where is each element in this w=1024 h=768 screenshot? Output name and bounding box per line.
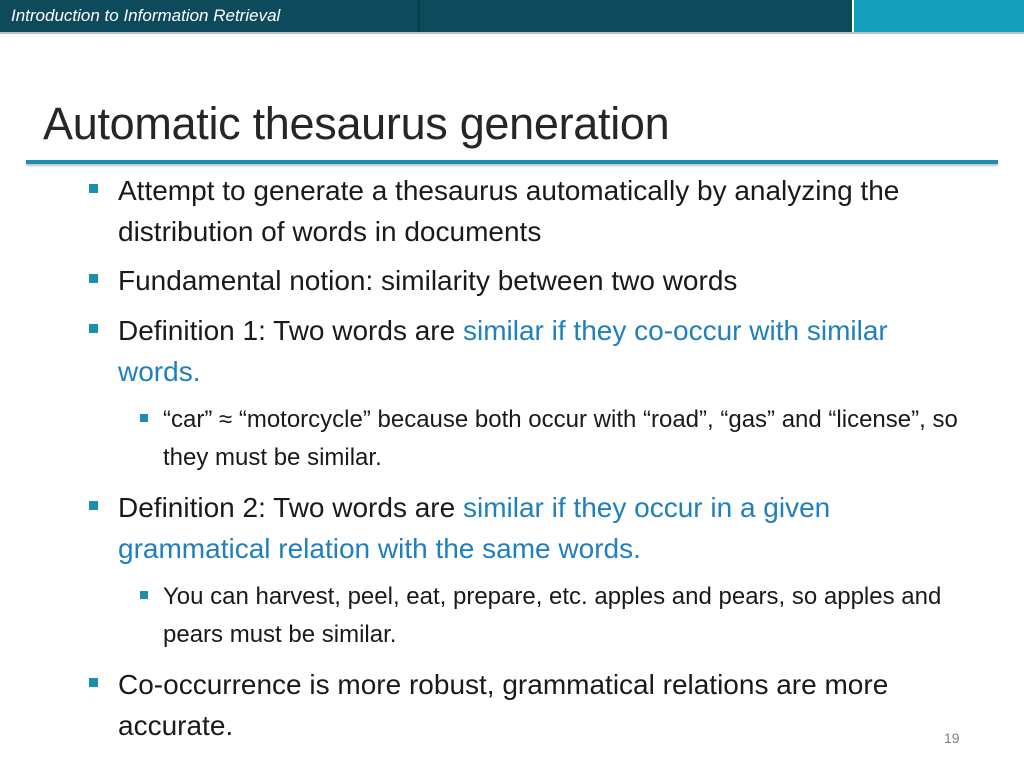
sub-bullet-text: “car” ≈ “motorcycle” because both occur with “road”, “gas” and “license”, so they must be similar. [163, 406, 958, 471]
bullet-item [118, 260, 958, 301]
sub-bullet-item [163, 401, 963, 477]
sub-bullet-item [163, 578, 963, 654]
square-bullet-icon [89, 501, 98, 510]
bullet-item [118, 487, 958, 569]
header-course-panel [0, 0, 418, 32]
bullet-text: Co-occurrence is more robust, grammatical relations are more accurate. [118, 669, 889, 741]
square-bullet-icon [140, 414, 148, 422]
header-middle-panel [418, 0, 852, 32]
sub-bullet-text: You can harvest, peel, eat, prepare, etc. apples and pears, so apples and pears must be similar. [163, 583, 942, 648]
header-bar [0, 0, 1024, 32]
bullet-item [118, 664, 958, 746]
bullet-text: Attempt to generate a thesaurus automatically by analyzing the distribution of words in documents [118, 175, 900, 247]
bullet-text: Definition 2: Two words are [118, 492, 463, 523]
bullet-item [118, 310, 958, 392]
square-bullet-icon [89, 678, 98, 687]
bullet-highlight-text: similar if they co-occur with similar words. [118, 315, 888, 387]
bullet-item [118, 170, 958, 252]
page-number: 19 [944, 730, 960, 746]
header-accent-panel [852, 0, 1024, 32]
square-bullet-icon [89, 184, 98, 193]
course-title: Introduction to Information Retrieval [11, 6, 281, 25]
bullet-text: Fundamental notion: similarity between two words [118, 265, 738, 296]
title-divider [26, 160, 998, 164]
square-bullet-icon [140, 591, 148, 599]
bullet-text: Definition 1: Two words are [118, 315, 463, 346]
bullet-highlight-text: similar if they occur in a given grammatical relation with the same words. [118, 492, 831, 564]
square-bullet-icon [89, 324, 98, 333]
square-bullet-icon [89, 274, 98, 283]
slide-title: Automatic thesaurus generation [43, 98, 670, 149]
header-shadow [0, 32, 1024, 34]
